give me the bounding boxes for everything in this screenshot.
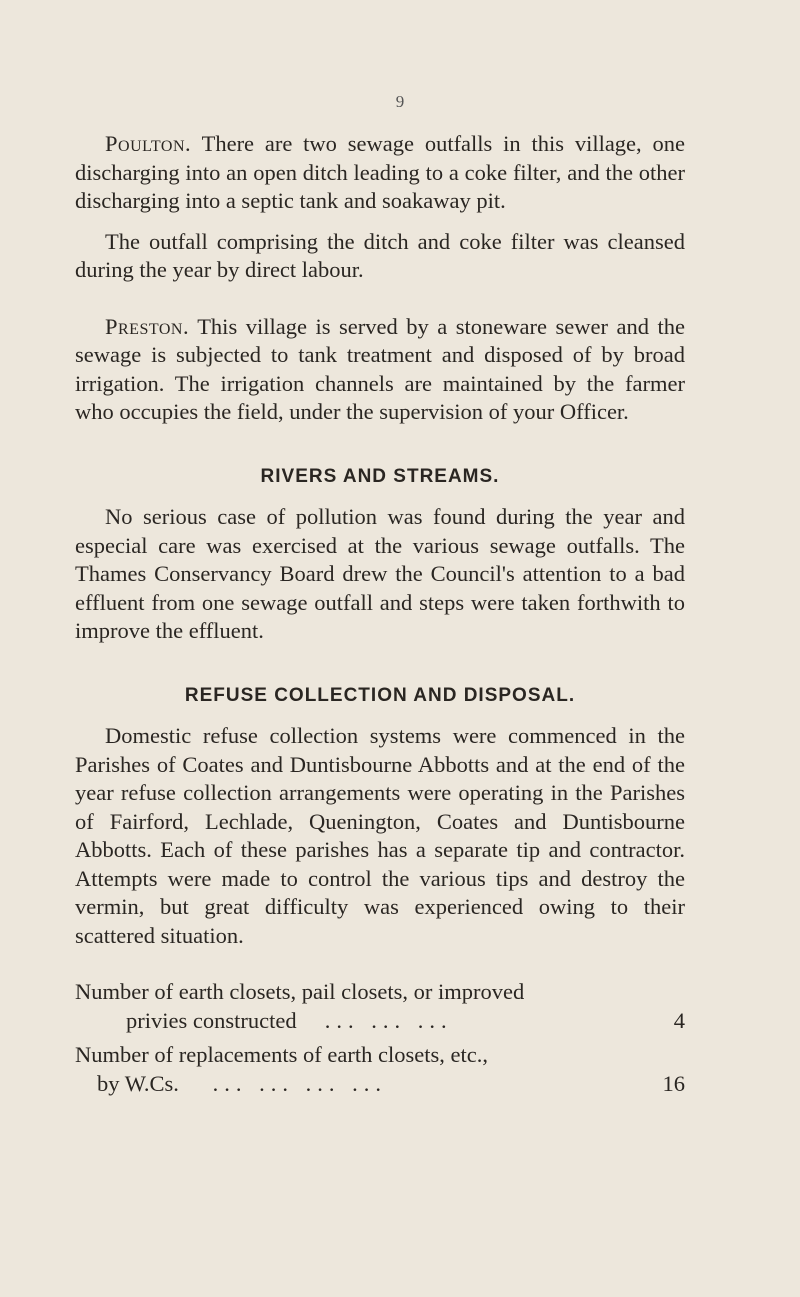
stat-label-text: privies constructed xyxy=(126,1007,297,1033)
rivers-heading: RIVERS AND STREAMS. xyxy=(260,465,500,487)
stat-leader-dots: ... ... ... ... xyxy=(212,1070,388,1096)
poulton-paragraph xyxy=(75,130,685,216)
stat-label-line1: Number of replacements of earth closets, etc., xyxy=(75,1042,488,1067)
rivers-paragraph: No serious case of pollution was found during the year and especial care was exercised at the various sewage outfalls. The Thames Conservancy Board drew the Council's attention to a bad effluent from one sewage outfall and steps were taken forthwith to improve the effluent. xyxy=(75,504,685,643)
section-preston xyxy=(75,313,685,427)
stat-value: 16 xyxy=(662,1070,685,1096)
stat-label-line2 xyxy=(75,1007,685,1036)
stat-label-line2 xyxy=(75,1070,685,1099)
preston-paragraph xyxy=(75,313,685,427)
poulton-heading: Poulton. xyxy=(105,131,192,156)
stat-row xyxy=(75,1041,685,1098)
document-page xyxy=(75,92,685,1098)
poulton-text: There are two sewage outfalls in this village, one discharging into an open ditch leading to a coke filter, and the other discharging into a septic tank and soakaway pit. xyxy=(75,131,685,213)
page-number: 9 xyxy=(395,92,405,111)
section-statistics xyxy=(75,978,685,1098)
refuse-heading: REFUSE COLLECTION AND DISPOSAL. xyxy=(184,684,576,706)
section-poulton xyxy=(75,130,685,285)
preston-text: This village is served by a stoneware sewer and the sewage is subjected to tank treatment and disposed of by broad irrigation. The irrigation channels are maintained by the farmer who occupies the field, under the supervision of your Officer. xyxy=(75,313,685,424)
stat-row xyxy=(75,978,685,1035)
stat-leader-dots: ... ... ... xyxy=(324,1007,453,1033)
stat-label-line1: Number of earth closets, pail closets, or improved xyxy=(75,979,525,1004)
preston-heading: Preston. xyxy=(105,313,190,339)
section-refuse xyxy=(75,682,685,951)
poulton-paragraph-2: The outfall comprising the ditch and coke filter was cleansed during the year by direct labour. xyxy=(75,228,685,282)
stat-label-text: by W.Cs. xyxy=(97,1070,179,1096)
section-rivers xyxy=(75,463,685,646)
refuse-paragraph: Domestic refuse collection systems were commenced in the Parishes of Coates and Duntisbourne Abbotts and at the end of the year refuse collection arrangements were operating in the Parishes of Fairford, Lechlade, Quenington, Coates and Duntisbourne Abbotts. Each of these parishes has a separate tip and contractor. Attempts were made to control the various tips and destroy the vermin, but great difficulty was experienced owing to their scattered situation. xyxy=(75,723,685,948)
stat-value: 4 xyxy=(673,1007,685,1033)
